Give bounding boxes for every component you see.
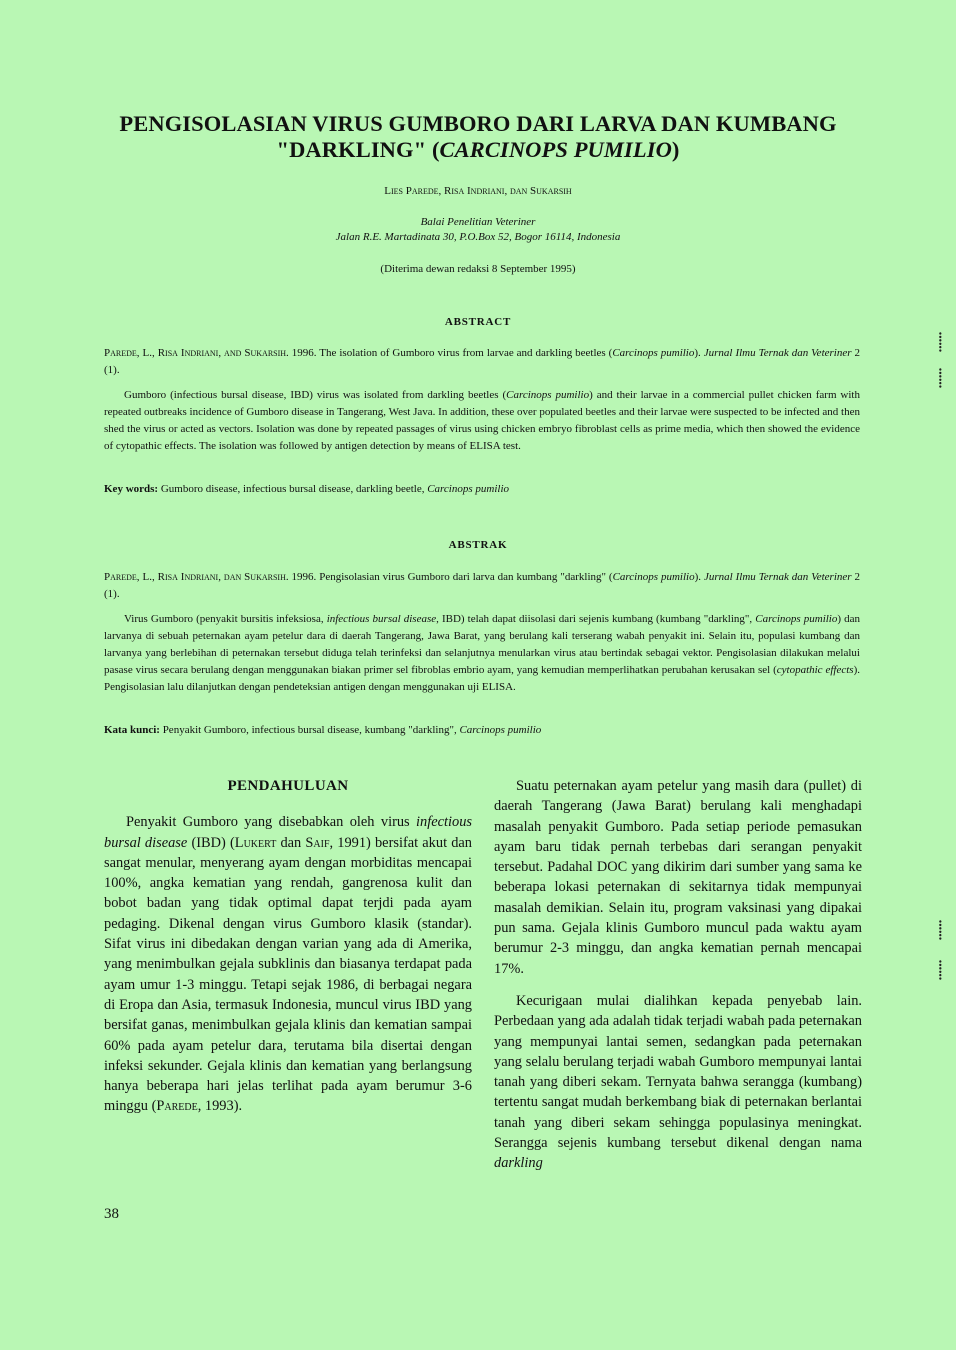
scan-mark: ⸽: [938, 960, 943, 980]
author-list: Lies Parede, Risa Indriani, dan Sukarsih: [384, 185, 572, 197]
abstract-keywords: Key words: Gumboro disease, infectious bursal disease, darkling beetle, Carcinops pumilio: [104, 483, 509, 495]
abstrak-heading: ABSTRAK: [448, 539, 508, 551]
page-number: 38: [104, 1206, 119, 1222]
intro-paragraph-2: Suatu peternakan ayam petelur yang masih dara (pullet) di daerah Tangerang (Jawa Barat) berulang kali menghadapi masalah penyakit Gumboro. Pada setiap periode pemasukan ayam baru tidak pernah terbebas dari serangan penyakit tersebut. Padahal DOC yang dikirim dari sumber yang sama ke beberapa lokasi peternakan di sekitarnya tidak mempunyai masalah demikian. Selain itu, program vaksinasi yang dipakai pun sama. Gejala klinis Gumboro muncul pada waktu ayam berumur 2-3 minggu, dan angka kematian pernah mencapai 17%.: [494, 778, 862, 977]
abstrak-keywords: Kata kunci: Penyakit Gumboro, infectious bursal disease, kumbang "darkling", Carcinops pumilio: [104, 724, 542, 736]
institution-address: Jalan R.E. Martadinata 30, P.O.Box 52, Bogor 16114, Indonesia: [335, 231, 621, 243]
abstrak-body: Virus Gumboro (penyakit bursitis infeksiosa, infectious bursal disease, IBD) telah dapat diisolasi dari sejenis kumbang (kumbang "darkling", Carcinops pumilio) dan larvanya di sebuah peternakan ayam petelur dara di daerah Tangerang, Jawa Barat, yang berulang kali terserang wabah penyakit ini. Selain itu, populasi kumbang dan larvanya yang berlebihan di peternakan tersebut diduga telah terinfeksi dan selanjutnya menularkan virus atau bertindak sebagai vektor. Pengisolasian dilakukan melalui pasase virus secara berulang dengan menggunakan biakan primer sel fibroblas embrio ayam, yang kemudian memperlihatkan perubahan kerusakan sel (cytopathic effects). Pengisolasian lalu dilanjutkan dengan pendeteksian antigen dengan menggunakan uji ELISA.: [104, 613, 861, 693]
received-date: (Diterima dewan redaksi 8 September 1995): [380, 263, 576, 275]
abstract-body: Gumboro (infectious bursal disease, IBD) virus was isolated from darkling beetles (Carcinops pumilio) and their larvae in a commercial pullet chicken farm with repeated outbreaks incidence of Gumboro disease in Tangerang, West Java. In addition, these over populated beetles and their larvae were suspected to be infected and then shed the virus or acted as vectors. Isolation was done by repeated passages of virus using chicken embryo fibroblast cells as prime media, which then showed the evidence of cytopathic effects. The isolation was followed by antigen detection by means of ELISA test.: [104, 389, 860, 452]
right-column: [494, 776, 862, 1174]
intro-heading: PENDAHULUAN: [227, 778, 349, 794]
article-title: [90, 111, 866, 163]
title-line-2: "DARKLING" (CARCINOPS PUMILIO): [276, 137, 680, 162]
intro-paragraph-3: Kecurigaan mulai dialihkan kepada penyebab lain. Perbedaan yang ada adalah tidak terjadi wabah pada peternakan yang mempunyai lantai semen, sedangkan pada peternakan yang selalu berulang terjadi wabah Gumboro mempunyai lantai tanah yang diberi sekam. Ternyata bahwa serangga (kumbang) tertentu sangat mudah berkembang biak di peternakan berlantai tanah yang diberi sekam sehingga populasinya meningkat. Serangga sejenis kumbang tersebut dikenal dengan nama darkling: [494, 992, 862, 1172]
scan-mark: ⸽: [938, 920, 943, 940]
abstract-heading: ABSTRACT: [444, 316, 512, 328]
institution: [90, 215, 866, 245]
institution-name: Balai Penelitian Veteriner: [420, 216, 536, 228]
left-column: [104, 772, 472, 1117]
intro-paragraph-1: Penyakit Gumboro yang disebabkan oleh virus infectious bursal disease (IBD) (Lukert dan Saif, 1991) bersifat akut dan sangat menular, menyerang ayam dengan morbiditas mencapai 100%, angka kematian yang rendah, gangrenosa kulit dan bobot badan yang tidak optimal dapat terjdi pada ayam pedaging. Dikenal dengan virus Gumboro klasik (standar). Sifat virus ini dibedakan dengan varian yang ada di Amerika, yang menimbulkan gejala subklinis dan biasanya terdapat pada ayam umur 1-3 minggu. Tetapi sejak 1986, di berbagai negara di Eropa dan Asia, termasuk Indonesia, muncul virus IBD yang bersifat ganas, menimbulkan gejala klinis dan kematian sampai 60% pada ayam petelur dara, terutama bila disertai dengan infeksi sekunder. Gejala klinis dan kematian yang berlangsung hanya beberapa hari jelas terlihat pada ayam berumur 3-6 minggu (Parede, 1993).: [104, 814, 472, 1115]
title-line-1: PENGISOLASIAN VIRUS GUMBORO DARI LARVA DAN KUMBANG: [119, 111, 837, 136]
scan-mark: ⸽: [938, 368, 943, 388]
scan-mark: ⸽: [938, 332, 943, 352]
abstrak-citation: Parede, L., Risa Indriani, dan Sukarsih. 1996. Pengisolasian virus Gumboro dari larva dan kumbang "darkling" (Carcinops pumilio). Jurnal Ilmu Ternak dan Veteriner 2 (1).: [104, 571, 860, 600]
abstract-citation: Parede, L., Risa Indriani, and Sukarsih. 1996. The isolation of Gumboro virus from larvae and darkling beetles (Carcinops pumilio). Jurnal Ilmu Ternak dan Veteriner 2 (1).: [104, 347, 860, 376]
